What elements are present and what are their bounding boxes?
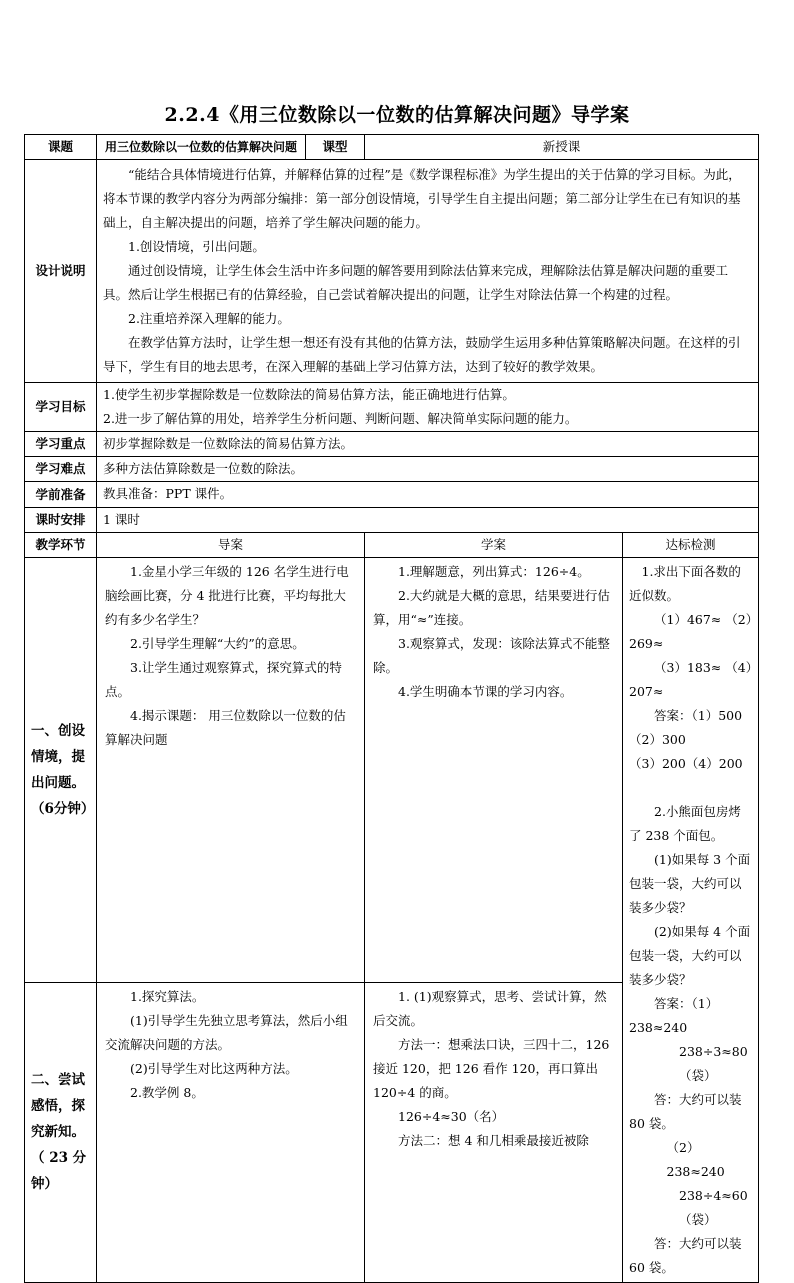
guide-item: (1)引导学生先独立思考算法，然后小组交流解决问题的方法。 [105, 1012, 348, 1052]
goals-row [25, 383, 759, 432]
schedule-row [25, 508, 759, 533]
goals-label: 学习目标 [25, 383, 97, 432]
design-label: 设计说明 [25, 160, 97, 383]
study-item: 1. (1)观察算式，思考、尝试计算，然后交流。 [373, 988, 607, 1028]
check-header: 达标检测 [623, 533, 759, 558]
guide-item: 2.引导学生理解“大约”的意思。 [130, 636, 305, 651]
design-row [25, 160, 759, 383]
guide-item: 1.金星小学三年级的 126 名学生进行电脑绘画比赛，分 4 批进行比赛，平均每批大约有多少名学生？ [105, 564, 349, 627]
key-row [25, 432, 759, 457]
guide-item: 2.教学例 8。 [130, 1084, 204, 1100]
spacer [629, 776, 752, 800]
difficulty-label: 学习难点 [25, 457, 97, 482]
difficulty-row [25, 457, 759, 482]
type-label: 课型 [306, 135, 365, 160]
guide-item: 4.揭示课题： 用三位数除以一位数的估算解决问题 [105, 708, 346, 747]
check-answer: 238÷3≈80（袋） [679, 1044, 748, 1083]
check-q2-sub: (2)如果每 4 个面包装一袋，大约可以装多少袋？ [629, 924, 751, 987]
stage2-study [365, 982, 623, 1282]
check-q1: 1.求出下面各数的近似数。 [629, 564, 741, 603]
design-paragraph: 1.创设情境，引出问题。 [128, 239, 265, 254]
key-value: 初步掌握除数是一位数除法的简易估算方法。 [97, 432, 759, 457]
goal-item: 2.进一步了解估算的用处，培养学生分析问题、判断问题、解决简单实际问题的能力。 [103, 411, 578, 426]
study-header: 学案 [365, 533, 623, 558]
stages-header-row [25, 533, 759, 558]
check-q2: 2.小熊面包房烤了 238 个面包。 [629, 804, 741, 843]
stage2-guide [97, 982, 365, 1282]
design-paragraph: 通过创设情境，让学生体会生活中许多问题的解答要用到除法估算来完成，理解除法估算是解决问题的重要工具。然后让学生根据已有的估算经验，自己尝试着解决提出的问题，让学生对除法估算一个构建的过程。 [103, 263, 729, 302]
design-content [97, 160, 759, 383]
study-item: 方法一：想乘法口诀，三四十二，126 接近 120，把 126 看作 120，再口算出 120÷4 的商。 [373, 1036, 610, 1100]
study-item: 方法二：想 4 和几相乘最接近被除 [398, 1132, 589, 1148]
goal-item: 1.使学生初步掌握除数是一位数除法的简易估算方法，能正确地进行估算。 [103, 387, 515, 402]
check-content [623, 558, 759, 1283]
stage-header: 教学环节 [25, 533, 97, 558]
stage1-guide [97, 558, 365, 983]
study-item: 1.理解题意，列出算式：126÷4。 [398, 564, 590, 579]
check-q1-row: （1）467≈ （2）269≈ [629, 612, 752, 651]
check-answer: 答案：（1）238≈240 [629, 996, 719, 1035]
guide-item: (2)引导学生对比这两种方法。 [130, 1060, 298, 1076]
prep-value: 教具准备：PPT 课件。 [97, 482, 759, 508]
prep-row [25, 482, 759, 508]
study-item: 4.学生明确本节课的学习内容。 [398, 684, 573, 699]
schedule-value: 1 课时 [97, 508, 759, 533]
check-answer: 答案：（1）500（2）300 [629, 708, 743, 747]
goals-content [97, 383, 759, 432]
stage1-study [365, 558, 623, 983]
topic-value: 用三位数除以一位数的估算解决问题 [97, 135, 306, 160]
topic-label: 课题 [25, 135, 97, 160]
stage1-label: 一、创设情境，提出问题。（6分钟） [25, 558, 97, 983]
check-answer: 238÷4≈60（袋） [679, 1188, 748, 1227]
check-answer: 答：大约可以装 80 袋。 [629, 1092, 742, 1131]
check-q1-row: （3）183≈ （4）207≈ [629, 660, 752, 699]
check-q2-sub: (1)如果每 3 个面包装一袋，大约可以装多少袋？ [629, 852, 751, 915]
key-label: 学习重点 [25, 432, 97, 457]
design-paragraph: 在教学估算方法时，让学生想一想还有没有其他的估算方法，鼓励学生运用多种估算策略解决问题。在这样的引导下，学生有目的地去思考，在深入理解的基础上学习估算方法，达到了较好的教学效果。 [103, 335, 741, 374]
difficulty-value: 多种方法估算除数是一位数的除法。 [97, 457, 759, 482]
page-title: 2.2.4《用三位数除以一位数的估算解决问题》导学案 [164, 104, 630, 126]
lesson-plan-table [24, 134, 759, 1283]
design-paragraph: 2.注重培养深入理解的能力。 [128, 311, 290, 326]
design-paragraph: “能结合具体情境进行估算，并解释估算的过程”是《数学课程标准》为学生提出的关于估算的学习目标。为此，将本节课的教学内容分为两部分编排：第一部分创设情境，引导学生自主提出问题；第二部分让学生在已有知识的基础上，自主解决提出的问题，培养了学生解决问题的能力。 [103, 167, 741, 230]
topic-row [25, 135, 759, 160]
check-answer: （3）200（4）200 [629, 756, 743, 771]
prep-label: 学前准备 [25, 482, 97, 508]
study-item: 2.大约就是大概的意思，结果要进行估算，用“≈”连接。 [373, 588, 610, 627]
guide-item: 3.让学生通过观察算式，探究算式的特点。 [105, 660, 342, 699]
check-answer: 答：大约可以装 60 袋。 [629, 1236, 742, 1275]
guide-header: 导案 [97, 533, 365, 558]
stage1-row [25, 558, 759, 983]
type-value: 新授课 [365, 135, 759, 160]
stage2-label: 二、尝试感悟，探究新知。（ 23 分钟） [25, 982, 97, 1282]
study-item: 3.观察算式，发现：该除法算式不能整除。 [373, 636, 610, 675]
study-item: 126÷4≈30（名） [398, 1108, 505, 1124]
guide-item: 1.探究算法。 [130, 988, 205, 1004]
schedule-label: 课时安排 [25, 508, 97, 533]
check-answer: （2）238≈240 [666, 1140, 725, 1179]
